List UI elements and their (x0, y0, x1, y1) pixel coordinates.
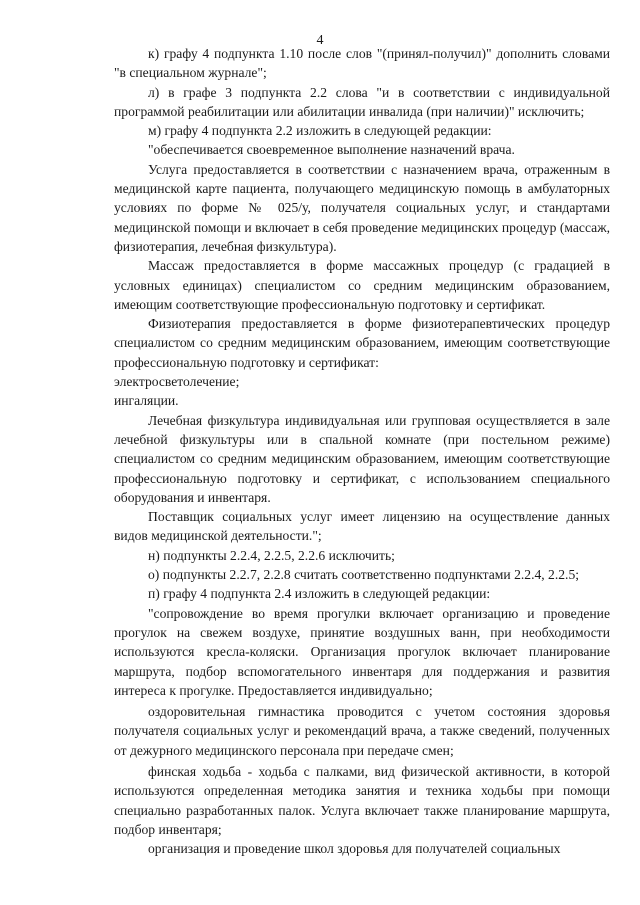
paragraph: организация и проведение школ здоровья для получателей социальных (148, 841, 561, 857)
page-number: 4 (316, 33, 324, 48)
paragraph: Массаж предоставляется в форме массажных процедур (с градацией в условных единицах) специалистом со средним медицинским образованием, имеющим соответствующие профессиональную подготовку и сертификат. (114, 258, 610, 312)
paragraph: ингаляции. (114, 393, 179, 409)
paragraph: финская ходьба - ходьба с палками, вид физической активности, в которой используются определенная методика занятия и техника ходьбы при помощи специально разработанных палок. Услуга включает также планирование маршрута, подбор инвентаря; (114, 763, 610, 837)
paragraph: электросветолечение; (114, 374, 240, 390)
paragraph: Физиотерапия предоставляется в форме физиотерапевтических процедур специалистом со средним медицинским образованием, имеющим соответствующие профессиональную подготовку и сертификат: (114, 316, 610, 370)
paragraph: н) подпункты 2.2.4, 2.2.5, 2.2.6 исключить; (148, 547, 395, 563)
paragraph: Поставщик социальных услуг имеет лицензию на осуществление данных видов медицинской деятельности."; (114, 509, 610, 544)
paragraph: м) графу 4 подпункта 2.2 изложить в следующей редакции: (148, 123, 492, 139)
paragraph: "обеспечивается своевременное выполнение назначений врача. (148, 142, 515, 158)
paragraph: оздоровительная гимнастика проводится с учетом состояния здоровья получателя социальных услуг и рекомендаций врача, а также сведений, полученных от дежурного медицинского персонала при передаче смен; (114, 704, 610, 758)
paragraph: Услуга предоставляется в соответствии с назначением врача, отраженным в медицинской карте пациента, получающего медицинскую помощь в амбулаторных условиях по форме № 025/у, получателя социальных услуг, и стандартами медицинской помощи и включает в себя проведение медицинских процедур (массаж, физиотерапия, лечебная физкультура). (114, 161, 610, 254)
paragraph: л) в графе 3 подпункта 2.2 слова "и в соответствии с индивидуальной программой реабилитации или абилитации инвалида (при наличии)" исключить; (114, 84, 610, 119)
paragraph: к) графу 4 подпункта 1.10 после слов "(принял-получил)" дополнить словами "в специальном журнале"; (114, 46, 610, 81)
paragraph: о) подпункты 2.2.7, 2.2.8 считать соответственно подпунктами 2.2.4, 2.2.5; (148, 567, 580, 583)
paragraph: Лечебная физкультура индивидуальная или групповая осуществляется в зале лечебной физкультуры или в спальной комнате (при постельном режиме) специалистом со средним медицинским образованием, имеющим соответствующие профессиональную подготовку и сертификат, с использованием специального оборудования и инвентаря. (114, 412, 610, 505)
paragraph: п) графу 4 подпункта 2.4 изложить в следующей редакции: (148, 586, 491, 602)
document-body (114, 44, 610, 858)
paragraph: "сопровождение во время прогулки включает организацию и проведение прогулок на свежем воздухе, принятие воздушных ванн, при необходимости используются кресла-коляски. Организация прогулок включает планирование маршрута, подбор вспомогательного инвентаря для поддержания и развития интереса к прогулке. Предоставляется индивидуально; (114, 605, 610, 698)
